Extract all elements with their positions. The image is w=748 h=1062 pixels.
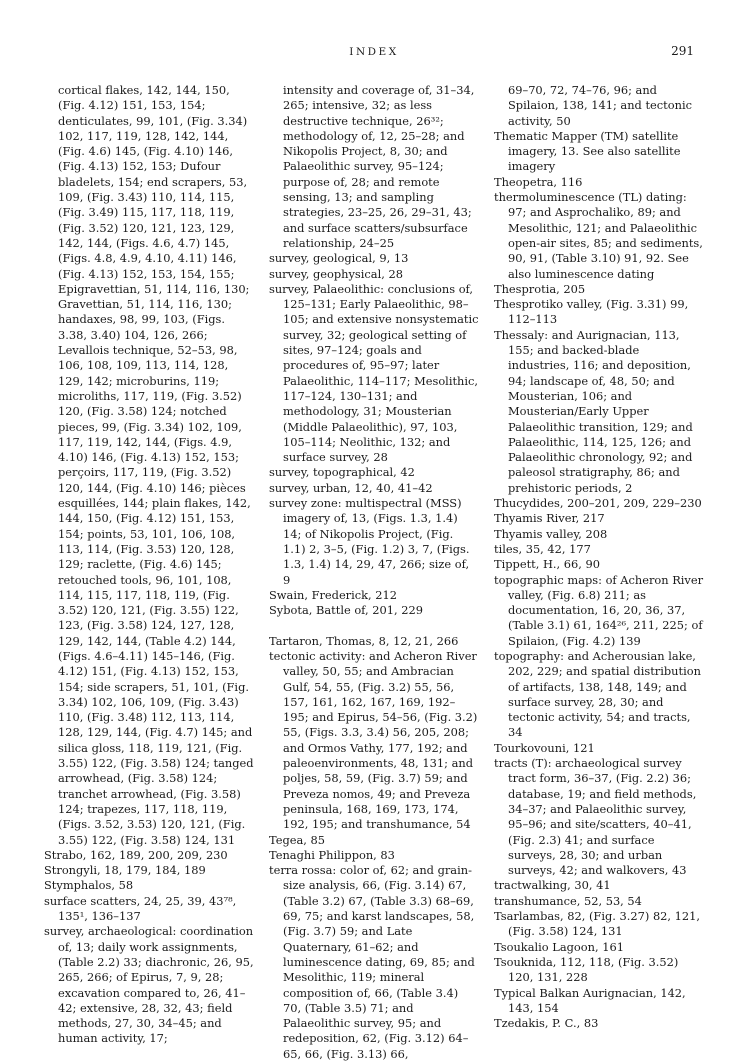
page-number: 291	[671, 44, 694, 58]
index-entry: Thessaly: and Aurignacian, 113, 155; and backed-blade industries, 116; and deposition, 94; landscape of, 48, 50; and Mousterian, 106; and Mousterian/Early Upper Palaeolithic transition, 129; and Palaeolithic, 114, 125, 126; and Palaeolithic chronology, 92; and paleosol stratigraphy, 86; and prehistoric periods, 2	[494, 327, 693, 495]
index-entry: Tenaghi Philippon, 83	[269, 847, 395, 862]
index-entry-continued: cortical flakes, 142, 144, 150, (Fig. 4.12) 151, 153, 154; denticulates, 99, 101, (Fig. 3.34) 102, 117, 119, 128, 142, 144, (Fig. 4.6) 145, (Fig. 4.10) 146, (Fig. 4.13) 152, 153; Dufour bladelets, 154; end scrapers, 53, 109, (Fig. 3.43) 110, 114, 115, (Fig. 3.49) 115, 117, 118, 119, (Fig. 3.52) 120, 121, 123, 129, 142, 144, (Figs. 4.6, 4.7) 145, (Figs. 4.8, 4.9, 4.10, 4.11) 146, (Fig. 4.13) 152, 153, 154, 155; Epigravettian, 51, 114, 116, 130; Gravettian, 51, 114, 116, 130; handaxes, 98, 99, 103, (Figs. 3.38, 3.40) 104, 126, 266; Levallois technique, 52–53, 98, 106, 108, 109, 113, 114, 128, 129, 142; microburins, 119; microliths, 117, 119, (Fig. 3.52) 120, (Fig. 3.58) 124; notched pieces, 99, (Fig. 3.34) 102, 109, 117, 119, 142, 144, (Figs. 4.9, 4.10) 146, (Fig. 4.13) 152, 153; perçoirs, 117, 119, (Fig. 3.52) 120, 144, (Fig. 4.10) 146; pièces esquillées, 144; plain flakes, 142, 144, 150, (Fig. 4.12) 151, 153, 154; points, 53, 101, 106, 108, 113, 114, (Fig. 3.53) 120, 128, 129; raclette, (Fig. 4.6) 145; retouched tools, 96, 101, 108, 114, 115, 117, 118, 119, (Fig. 3.52) 120, 121, (Fig. 3.55) 122, 123, (Fig. 3.58) 124, 127, 128, 129, 142, 144, (Table 4.2) 144, (Figs. 4.6–4.11) 145–146, (Fig. 4.12) 151, (Fig. 4.13) 152, 153, 154; side scrapers, 51, 101, (Fig. 3.34) 102, 106, 109, (Fig. 3.43) 110, (Fig. 3.48) 112, 113, 114, 128, 129, 144, (Fig. 4.7) 145; and silica gloss, 118, 119, 121, (Fig. 3.55) 122, (Fig. 3.58) 124; tanged arrowhead, (Fig. 3.58) 124; tranchet arrowhead, (Fig. 3.58) 124; trapezes, 117, 118, 119, (Figs. 3.52, 3.53) 120, 121, (Fig. 3.55) 122, (Fig. 3.58) 124, 131	[58, 83, 254, 847]
index-entry: Tzedakis, P. C., 83	[494, 1016, 599, 1031]
index-entry: Theopetra, 116	[494, 174, 583, 189]
index-entry: Thucydides, 200–201, 209, 229–230	[494, 496, 702, 511]
index-entry: Sybota, Battle of, 201, 229	[269, 603, 423, 618]
index-entry-continued: 69–70, 72, 74–76, 96; and Spilaion, 138, 141; and tectonic activity, 50	[508, 83, 692, 128]
index-entry: Tsoukalio Lagoon, 161	[494, 939, 624, 954]
index-entry: surface scatters, 24, 25, 39, 43⁷⁸, 135¹, 136–137	[44, 893, 237, 924]
index-entry: thermoluminescence (TL) dating: 97; and Asprochaliko, 89; and Mesolithic, 121; and Palaeolithic open-air sites, 85; and sediments, 90, 91, (Table 3.10) 91, 92. See also luminescence dating	[494, 190, 703, 281]
index-entry: topographic maps: of Acheron River valley, (Fig. 6.8) 211; as documentation, 16, 20, 36, 37, (Table 3.1) 61, 164²⁶, 211, 225; of Spilaion, (Fig. 4.2) 139	[494, 572, 704, 648]
index-entry: survey zone: multispectral (MSS) imagery of, 13, (Figs. 1.3, 1.4) 14; of Nikopolis Project, (Fig. 1.1) 2, 3–5, (Fig. 1.2) 3, 7, (Figs. 1.3, 1.4) 14, 29, 47, 266; size of, 9	[269, 496, 470, 587]
index-columns	[44, 83, 704, 1062]
index-entry: Tartaron, Thomas, 8, 12, 21, 266	[269, 633, 459, 648]
index-entry: tractwalking, 30, 41	[494, 878, 611, 893]
index-entry: Tsouknida, 112, 118, (Fig. 3.52) 120, 131, 228	[494, 954, 679, 985]
index-entry: Stymphalos, 58	[44, 878, 134, 893]
index-entry: Swain, Frederick, 212	[269, 587, 398, 602]
index-entry-continued: intensity and coverage of, 31–34, 265; intensive, 32; as less destructive technique, 26³²; methodology of, 12, 25–28; and Nikopolis Project, 8, 30; and Palaeolithic survey, 95–124; purpose of, 28; and remote sensing, 13; and sampling strategies, 23–25, 26, 29–31, 43; and surface scatters/subsurface relationship, 24–25	[283, 83, 475, 250]
index-entry: survey, urban, 12, 40, 41–42	[269, 480, 433, 495]
index-entry: tectonic activity: and Acheron River valley, 50, 55; and Ambracian Gulf, 54, 55, (Fig. 3.2) 55, 56, 157, 161, 162, 167, 169, 192–195; and Epirus, 54–56, (Fig. 3.2) 55, (Figs. 3.3, 3.4) 56, 205, 208; and Ormos Vathy, 177, 192; and paleoenvironments, 48, 131; and poljes, 58, 59, (Fig. 3.7) 59; and Preveza nomos, 49; and Preveza peninsula, 168, 169, 173, 174, 192, 195; and transhumance, 54	[269, 648, 478, 832]
index-entry: Typical Balkan Aurignacian, 142, 143, 154	[494, 985, 686, 1015]
index-column-3	[494, 83, 704, 1062]
index-entry: survey, geological, 9, 13	[269, 251, 409, 266]
index-entry: Thyamis River, 217	[494, 511, 605, 526]
letter-section-gap	[269, 618, 479, 633]
index-entry: Thesprotiko valley, (Fig. 3.31) 99, 112–113	[494, 297, 689, 327]
index-entry: Thesprotia, 205	[494, 281, 586, 296]
index-entry: tiles, 35, 42, 177	[494, 541, 591, 556]
index-entry: Tourkovouni, 121	[494, 740, 595, 755]
index-entry: Tegea, 85	[269, 832, 326, 847]
index-entry: topography: and Acherousian lake, 202, 229; and spatial distribution of artifacts, 138, 148, 149; and surface survey, 28, 30; and tectonic activity, 54; and tracts, 34	[494, 648, 701, 740]
index-entry: survey, archaeological: coordination of, 13; daily work assignments, (Table 2.2) 33; diachronic, 26, 95, 265, 266; of Epirus, 7, 9, 28; excavation compared to, 26, 41–42; extensive, 28, 32, 43; field methods, 27, 30, 34–45; and human activity, 17;	[44, 924, 254, 1046]
index-entry: Tippett, H., 66, 90	[494, 557, 600, 572]
index-column-2	[269, 83, 479, 1062]
index-entry: Strabo, 162, 189, 200, 209, 230	[44, 847, 228, 862]
running-head: INDEX	[349, 46, 399, 58]
index-entry: tracts (T): archaeological survey tract form, 36–37, (Fig. 2.2) 36; database, 19; and field methods, 34–37; and Palaeolithic survey, 95–96; and site/scatters, 40–41, (Fig. 2.3) 41; and surface surveys, 28, 30; and urban surveys, 42; and walkovers, 43	[494, 756, 697, 878]
index-entry: Strongyli, 18, 179, 184, 189	[44, 863, 206, 878]
index-entry: survey, geophysical, 28	[269, 266, 403, 281]
index-entry: transhumance, 52, 53, 54	[494, 893, 642, 908]
index-entry: Thyamis valley, 208	[494, 526, 608, 541]
index-entry: survey, Palaeolithic: conclusions of, 125–131; Early Palaeolithic, 98–105; and extensive nonsystematic survey, 32; geological setting of sites, 97–124; goals and procedures of, 95–97; later Palaeolithic, 114–117; Mesolithic, 117–124, 130–131; and methodology, 31; Mousterian (Middle Palaeolithic), 97, 103, 105–114; Neolithic, 132; and surface survey, 28	[269, 281, 479, 465]
index-entry: Tsarlambas, 82, (Fig. 3.27) 82, 121, (Fig. 3.58) 124, 131	[494, 909, 701, 939]
index-column-1	[44, 83, 254, 1062]
index-entry: Thematic Mapper (TM) satellite imagery, 13. See also satellite imagery	[494, 128, 681, 174]
index-entry: terra rossa: color of, 62; and grain-size analysis, 66, (Fig. 3.14) 67, (Table 3.2) 67, (Table 3.3) 68–69, 69, 75; and karst landscapes, 58, (Fig. 3.7) 59; and Late Quaternary, 61–62; and luminescence dating, 69, 85; and Mesolithic, 119; mineral composition of, 66, (Table 3.4) 70, (Table 3.5) 71; and Palaeolithic survey, 95; and redeposition, 62, (Fig. 3.12) 64–65, 66, (Fig. 3.13) 66,	[269, 863, 475, 1061]
index-entry: survey, topographical, 42	[269, 465, 415, 480]
